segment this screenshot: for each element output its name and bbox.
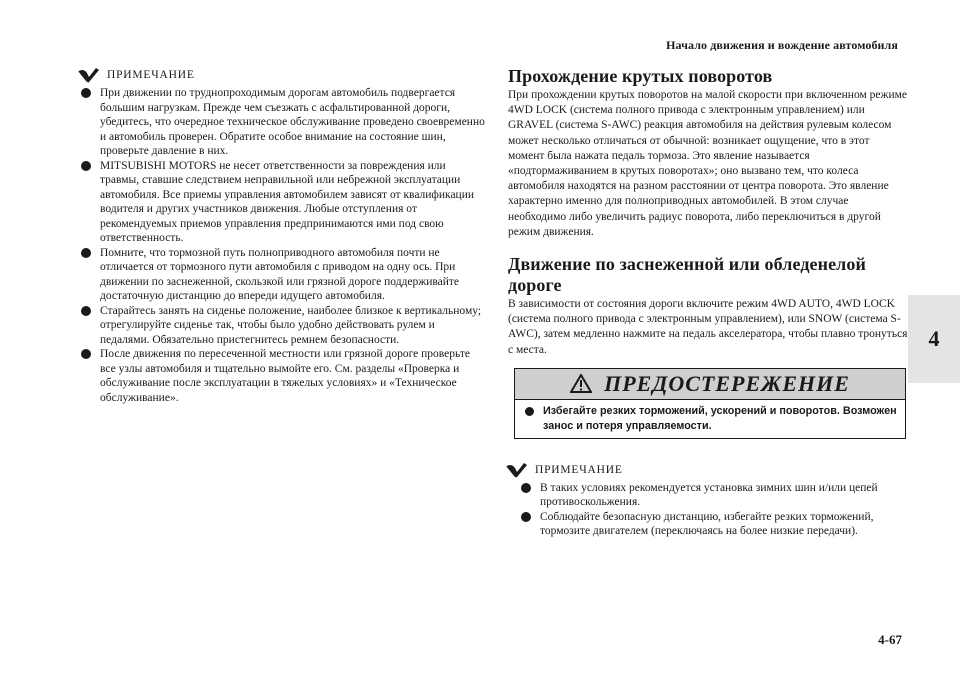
note-label: ПРИМЕЧАНИЕ (107, 69, 195, 81)
bullet-icon (81, 248, 91, 258)
page-header: Начало движения и вождение автомобиля (666, 38, 898, 52)
note-list (518, 481, 908, 539)
bullet-icon (521, 483, 531, 493)
chapter-number: 4 (928, 326, 940, 351)
left-column (78, 66, 486, 405)
note-label: ПРИМЕЧАНИЕ (535, 463, 623, 476)
list-item (523, 404, 897, 434)
list-item (78, 86, 486, 159)
list-item (518, 510, 908, 539)
list-item (518, 481, 908, 510)
list-item-text: Старайтесь занять на сиденье положение, наиболее близкое к вертикальному; отрегулируйте сиденье так, чтобы было удобно действовать рулем и педалями. Обязательно пристегнитесь ремнем безопасности. (100, 304, 482, 346)
bullet-icon (81, 349, 91, 359)
warning-header (515, 369, 905, 400)
section-text-cornering: При прохождении крутых поворотов на малой скорости при включенном режиме 4WD LOCK (система полного привода с электронным управлением) или GRAVEL (система S-AWC) реакция автомобиля на действия рулевым колесом может несколько отличаться от обычной: возникает ощущение, что в этот момент была нажата педаль тормоза. Это явление называется «подтормаживанием в крутых поворотах»; оно вызвано тем, что колеса автомобиля находятся на разном расстоянии от центра поворота. Это явление характерно именно для полноприводных автомобилей. В этом случае необходимо либо увеличить радиус поворота, либо переключиться в другой режим движения. (508, 89, 907, 238)
list-item-text: После движения по пересеченной местности или грязной дороге проверьте все узлы автомобиля и тщательно вымойте его. См. разделы «Проверка и обслуживание после эксплуатации в тяжелых условиях» и «Техническое обслуживание». (100, 348, 470, 404)
list-item-text: В таких условиях рекомендуется установка зимних шин и/или цепей противоскольжения. (540, 481, 878, 509)
warning-box (514, 368, 906, 439)
warning-list (523, 404, 897, 434)
list-item-text: Соблюдайте безопасную дистанцию, избегайте резких торможений, тормозите двигателем (переключаясь на более низкие передачи). (540, 510, 874, 538)
list-item-text: При движении по труднопроходимым дорогам автомобиль подвергается большим нагрузкам. Прежде чем съезжать с асфальтированной дороги, убедитесь, что очередное техническое обслуживание проведено своевременно и автомобиль проверен. Обратите особое внимание на состояние шин, проверьте давление в них. (100, 87, 485, 157)
bullet-icon (81, 306, 91, 316)
bullet-icon (525, 407, 534, 416)
chapter-tab (908, 295, 960, 383)
warning-body (515, 400, 905, 438)
list-item (78, 347, 486, 405)
note-pencil-icon (78, 67, 100, 83)
bullet-icon (81, 161, 91, 171)
list-item-text: Избегайте резких торможений, ускорений и поворотов. Возможен занос и потеря управляемости. (543, 404, 897, 432)
warning-triangle-icon (570, 374, 592, 393)
section-title-snow: Движение по заснеженной или обледенелой дороге (508, 254, 866, 296)
section-title-cornering: Прохождение крутых поворотов (508, 66, 773, 86)
section-text-snow: В зависимости от состояния дороги включите режим 4WD AUTO, 4WD LOCK (система полного привода с электронным управлением), или SNOW (система S-AWC), затем медленно нажмите на педаль акселератора, чтобы плавно тронуться с места. (508, 298, 908, 356)
list-item (78, 304, 486, 348)
note-list (78, 86, 486, 405)
note-header (78, 66, 486, 84)
bullet-icon (521, 512, 531, 522)
list-item-text: MITSUBISHI MOTORS не несет ответственности за повреждения или травмы, ставшие следствием неправильной или небрежной эксплуатации автомобиля. Все приемы управления автомобилем зависят от квалификации водителя и других участников движения. Любые отступления от рекомендуемых приемов управления предпринимаются ими под свою ответственность. (100, 159, 475, 244)
bullet-icon (81, 88, 91, 98)
list-item (78, 159, 486, 246)
list-item (78, 246, 486, 304)
warning-title: ПРЕДОСТЕРЕЖЕНИЕ (604, 370, 850, 396)
page-number: 4-67 (878, 632, 902, 647)
note-section (506, 461, 908, 539)
list-item-text: Помните, что тормозной путь полноприводного автомобиля почти не отличается от тормозного пути автомобиля с приводом на одну ось. При движении по заснеженной, скользкой или грязной дороге поддерживайте достаточную дистанцию до впереди идущего автомобиля. (100, 246, 460, 302)
note-pencil-icon (506, 462, 528, 478)
note-header (506, 461, 908, 479)
right-column (508, 66, 908, 539)
